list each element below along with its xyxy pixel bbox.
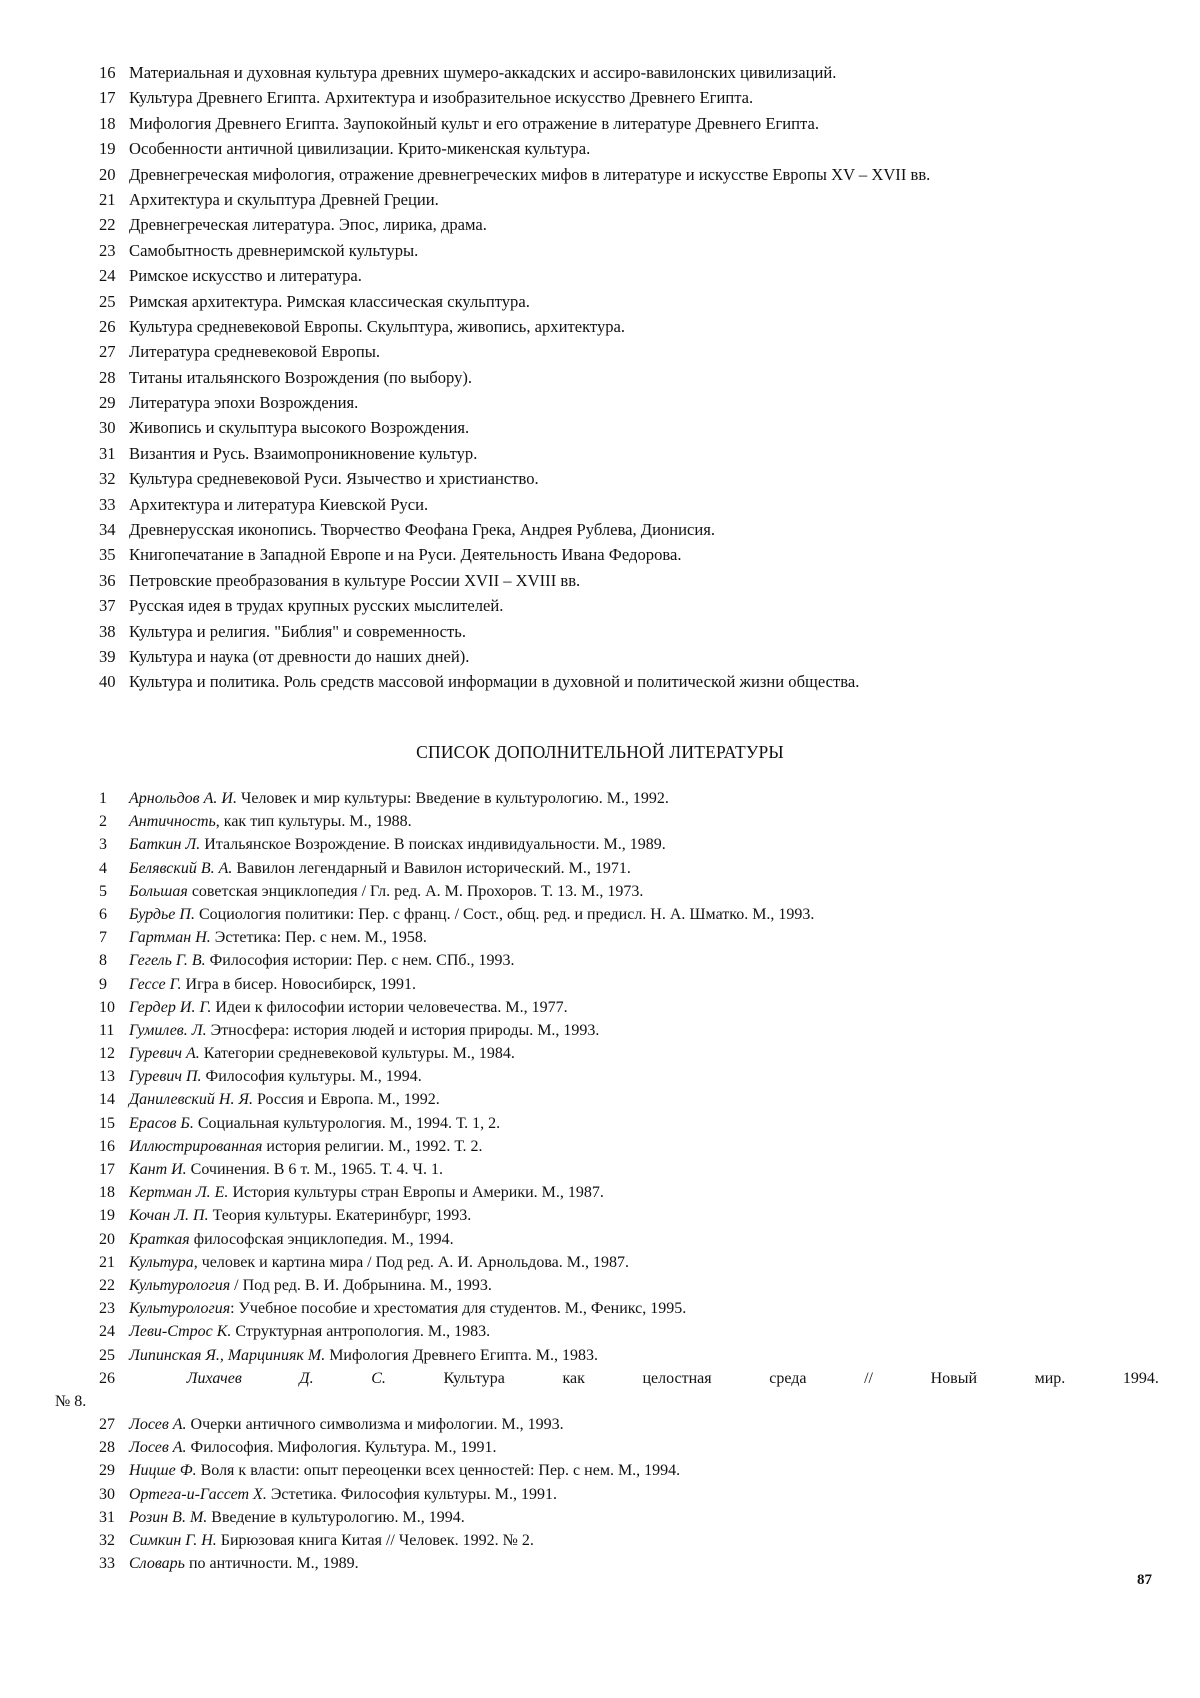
reference-author: Белявский В. А. [129, 859, 233, 877]
reference-number: 7 [99, 929, 107, 947]
topic-text: Русская идея в трудах крупных русских мыслителей. [129, 596, 504, 616]
topic-text: Древнегреческая мифология, отражение древнегреческих мифов в литературе и искусстве Европы XV – XVII вв. [129, 164, 931, 184]
topic-text: Особенности античной цивилизации. Крито-микенская культура. [129, 139, 591, 159]
reference-author: Гуревич А. [129, 1045, 200, 1063]
reference-number: 3 [99, 836, 107, 854]
reference-item [99, 1367, 1159, 1390]
reference-item [99, 1088, 1159, 1111]
reference-item [99, 1436, 1159, 1459]
reference-text-word: мир. [1034, 1369, 1066, 1387]
topic-item [99, 365, 1159, 390]
reference-number: 27 [99, 1416, 115, 1434]
topic-text: Живопись и скульптура высокого Возрождения. [129, 418, 470, 438]
reference-author: Баткин Л. [129, 836, 201, 854]
topic-text: Архитектура и литература Киевской Руси. [129, 494, 429, 514]
reference-text-word: как [562, 1369, 585, 1387]
topic-item [99, 111, 1159, 136]
reference-number: 16 [99, 1137, 115, 1155]
topic-number: 21 [99, 189, 116, 209]
reference-item [99, 1274, 1159, 1297]
topic-item [99, 289, 1159, 314]
topic-text: Культура и политика. Роль средств массовой информации в духовной и политической жизни общества. [129, 672, 860, 692]
reference-text: Социальная культурология. М., 1994. Т. 1, 2. [193, 1114, 501, 1132]
reference-item [99, 1320, 1159, 1343]
topic-text: Мифология Древнего Египта. Заупокойный культ и его отражение в литературе Древнего Египта. [129, 113, 820, 133]
topic-item [99, 212, 1159, 237]
reference-author: Гердер И. Г. [129, 998, 212, 1016]
reference-text-word: // [864, 1369, 873, 1387]
reference-text: Структурная антропология. М., 1983. [231, 1323, 491, 1341]
reference-number: 20 [99, 1230, 115, 1248]
reference-number: 26 [99, 1369, 115, 1387]
topic-text: Культура и религия. "Библия" и современность. [129, 621, 466, 641]
reference-number: 28 [99, 1439, 115, 1457]
reference-item [99, 880, 1159, 903]
topic-number: 37 [99, 596, 116, 616]
reference-text: советская энциклопедия / Гл. ред. А. М. Прохоров. Т. 13. М., 1973. [187, 882, 644, 900]
reference-item [99, 973, 1159, 996]
topic-number: 35 [99, 545, 116, 565]
reference-text: Сочинения. В 6 т. М., 1965. Т. 4. Ч. 1. [186, 1161, 443, 1178]
reference-item [99, 1251, 1159, 1274]
reference-text: Социология политики: Пер. с франц. / Сост., общ. ред. и предисл. Н. А. Шматко. М., 1993. [194, 905, 815, 923]
reference-item [99, 903, 1159, 926]
reference-author: Ницше Ф. [129, 1462, 197, 1480]
topic-text: Культура и наука (от древности до наших дней). [129, 646, 470, 666]
reference-number: 19 [99, 1207, 115, 1225]
reference-item [99, 1552, 1159, 1575]
reference-number: 11 [99, 1021, 115, 1039]
reference-author: Лосев А. [129, 1439, 187, 1457]
topic-text: Римская архитектура. Римская классическая скульптура. [129, 291, 530, 311]
reference-text: Вавилон легендарный и Вавилон исторический. М., 1971. [232, 859, 631, 877]
topic-item [99, 60, 1159, 85]
topic-text: Культура средневековой Европы. Скульптура, живопись, архитектура. [129, 316, 626, 336]
topic-item [99, 542, 1159, 567]
reference-number: 29 [99, 1462, 115, 1480]
reference-number: 30 [99, 1485, 115, 1503]
reference-number: 15 [99, 1114, 115, 1132]
reference-number: 23 [99, 1300, 115, 1318]
reference-number: 21 [99, 1253, 115, 1271]
reference-author: Гумилев. Л. [129, 1021, 207, 1039]
reference-text: Введение в культурологию. М., 1994. [207, 1508, 465, 1526]
topic-item [99, 644, 1159, 669]
topic-item [99, 593, 1159, 618]
reference-text: Философия истории: Пер. с нем. СПб., 1993. [205, 952, 515, 970]
topic-text: Самобытность древнеримской культуры. [129, 240, 419, 260]
reference-item [99, 1344, 1159, 1367]
reference-text-word: 1994. [1122, 1369, 1159, 1387]
topic-text: Культура средневековой Руси. Язычество и христианство. [129, 469, 539, 489]
reference-number: 13 [99, 1068, 115, 1086]
topics-list [99, 60, 1159, 695]
topic-text: Книгопечатание в Западной Европе и на Руси. Деятельность Ивана Федорова. [129, 545, 682, 565]
reference-author: Культурология [129, 1300, 231, 1318]
reference-text: философская энциклопедия. М., 1994. [189, 1230, 454, 1248]
topic-text: Титаны итальянского Возрождения (по выбору). [129, 367, 473, 387]
reference-text: Бирюзовая книга Китая // Человек. 1992. № 2. [216, 1532, 534, 1549]
reference-number: 10 [99, 998, 115, 1016]
topic-text: Древнегреческая литература. Эпос, лирика, драма. [129, 215, 487, 235]
reference-item [99, 996, 1159, 1019]
reference-text-word: Новый [930, 1369, 977, 1387]
reference-number: 1 [99, 790, 107, 807]
reference-author: Гессе Г. [129, 975, 182, 993]
reference-text: Очерки античного символизма и мифологии. М., 1993. [186, 1416, 564, 1434]
reference-item [99, 787, 1159, 810]
reference-item [99, 1297, 1159, 1320]
topic-item [99, 187, 1159, 212]
reference-number: 31 [99, 1508, 115, 1526]
reference-item [99, 1181, 1159, 1204]
topic-number: 27 [99, 342, 116, 362]
topic-item [99, 136, 1159, 161]
reference-text: : Учебное пособие и хрестоматия для студентов. М., Феникс, 1995. [230, 1300, 687, 1318]
reference-item [99, 1529, 1159, 1552]
topic-text: Литература эпохи Возрождения. [129, 393, 359, 413]
reference-number: 17 [99, 1161, 115, 1178]
reference-item [99, 1042, 1159, 1065]
reference-number: 18 [99, 1184, 115, 1202]
reference-item [99, 1459, 1159, 1482]
topic-number: 38 [99, 621, 116, 641]
reference-text: История культуры стран Европы и Америки. М., 1987. [228, 1184, 604, 1202]
reference-text: Категории средневековой культуры. М., 1984. [199, 1045, 515, 1063]
reference-item [99, 810, 1159, 833]
reference-author: Ерасов Б. [129, 1114, 194, 1132]
reference-author: Данилевский Н. Я. [129, 1091, 253, 1109]
page-number: 87 [1137, 1572, 1152, 1588]
reference-item [99, 857, 1159, 880]
reference-text: Теория культуры. Екатеринбург, 1993. [208, 1207, 472, 1225]
reference-text: Итальянское Возрождение. В поисках индивидуальности. М., 1989. [200, 836, 666, 854]
topic-item [99, 517, 1159, 542]
topic-number: 25 [99, 291, 116, 311]
topic-item [99, 162, 1159, 187]
reference-text: Эстетика: Пер. с нем. М., 1958. [210, 929, 427, 947]
reference-author-word: С. [371, 1369, 386, 1387]
reference-text: по античности. М., 1989. [184, 1555, 359, 1573]
topic-number: 30 [99, 418, 116, 438]
reference-item [99, 1158, 1159, 1181]
reference-author: Ортега-и-Гассет Х. [129, 1485, 267, 1503]
topic-number: 34 [99, 520, 116, 540]
reference-item [99, 926, 1159, 949]
reference-text: Человек и мир культуры: Введение в культурологию. М., 1992. [236, 790, 669, 807]
topic-number: 32 [99, 469, 116, 489]
reference-author: Кант И. [129, 1161, 187, 1178]
reference-author: Иллюстрированная [129, 1137, 263, 1155]
topic-item [99, 619, 1159, 644]
reference-number: 14 [99, 1091, 115, 1109]
reference-text-word: Культура [443, 1369, 505, 1387]
reference-author: Кертман Л. Е. [129, 1184, 229, 1202]
reference-author: Словарь [129, 1555, 185, 1573]
reference-number: 8 [99, 952, 107, 970]
topic-text: Петровские преобразования в культуре России XVII – XVIII вв. [129, 570, 581, 590]
topic-item [99, 568, 1159, 593]
reference-author: Арнольдов А. И. [129, 790, 237, 807]
reference-author: Гартман Н. [129, 929, 211, 947]
reference-number: 22 [99, 1276, 115, 1294]
reference-text: Этносфера: история людей и история природы. М., 1993. [206, 1021, 600, 1039]
reference-author: Гуревич П. [129, 1068, 202, 1086]
topic-number: 28 [99, 367, 116, 387]
reference-text: , человек и картина мира / Под ред. А. И. Арнольдова. М., 1987. [193, 1253, 629, 1271]
reference-number: 9 [99, 975, 107, 993]
topic-text: Архитектура и скульптура Древней Греции. [129, 189, 439, 209]
topic-text: Материальная и духовная культура древних шумеро-аккадских и ассиро-вавилонских цивилизаций. [129, 63, 837, 82]
topic-item [99, 263, 1159, 288]
reference-item [99, 1065, 1159, 1088]
reference-text: Философия культуры. М., 1994. [201, 1068, 422, 1086]
topic-number: 29 [99, 393, 116, 413]
references-list [55, 787, 1159, 1575]
reference-text-word: среда [769, 1369, 807, 1387]
reference-author: Липинская Я., Марцинияк М. [129, 1346, 326, 1364]
reference-number: 5 [99, 882, 107, 900]
topic-item [99, 339, 1159, 364]
topic-text: Культура Древнего Египта. Архитектура и изобразительное искусство Древнего Египта. [129, 88, 754, 108]
reference-author: Лосев А. [129, 1416, 187, 1434]
reference-number: 4 [99, 859, 107, 877]
topic-item [99, 415, 1159, 440]
reference-item [99, 1112, 1159, 1135]
topic-item [99, 390, 1159, 415]
reference-author-word: Лихачев [186, 1369, 242, 1387]
reference-text: Россия и Европа. М., 1992. [252, 1091, 440, 1109]
reference-text: Мифология Древнего Египта. М., 1983. [325, 1346, 598, 1364]
reference-author: Краткая [129, 1230, 190, 1248]
topic-text: Литература средневековой Европы. [129, 342, 381, 362]
reference-text: Игра в бисер. Новосибирск, 1991. [181, 975, 417, 993]
topic-number: 31 [99, 443, 116, 463]
reference-number: 25 [99, 1346, 115, 1364]
reference-author-word: Д. [299, 1369, 314, 1387]
reference-text: Идеи к философии истории человечества. М., 1977. [211, 998, 568, 1016]
topic-number: 18 [99, 113, 116, 133]
reference-item [99, 1135, 1159, 1158]
reference-number: 2 [99, 813, 107, 831]
reference-text: Эстетика. Философия культуры. М., 1991. [266, 1485, 558, 1503]
reference-author: Розин В. М. [129, 1508, 208, 1526]
reference-number: 33 [99, 1555, 115, 1573]
reference-number: 32 [99, 1532, 115, 1549]
topic-item [99, 466, 1159, 491]
reference-author: Античность [129, 813, 216, 831]
reference-item [99, 1413, 1159, 1436]
topic-number: 20 [99, 164, 116, 184]
reference-number: 6 [99, 905, 107, 923]
reference-continuation: № 8. [55, 1392, 87, 1410]
topic-number: 22 [99, 215, 116, 235]
topic-number: 16 [99, 63, 116, 82]
reference-author: Большая [129, 882, 188, 900]
reference-author: Леви-Строс К. [129, 1323, 232, 1341]
reference-item [99, 1228, 1159, 1251]
reference-item [99, 1019, 1159, 1042]
topic-number: 26 [99, 316, 116, 336]
reference-author: Кочан Л. П. [129, 1207, 209, 1225]
topic-number: 23 [99, 240, 116, 260]
topic-text: Древнерусская иконопись. Творчество Феофана Грека, Андрея Рублева, Дионисия. [129, 520, 716, 540]
reference-item [99, 1204, 1159, 1227]
topic-number: 39 [99, 646, 116, 666]
reference-author: Гегель Г. В. [129, 952, 206, 970]
reference-author: Бурдье П. [129, 905, 195, 923]
topic-number: 36 [99, 570, 116, 590]
topic-text: Римское искусство и литература. [129, 266, 362, 286]
topic-item [99, 238, 1159, 263]
reference-text: Философия. Мифология. Культура. М., 1991. [186, 1439, 497, 1457]
reference-author: Симкин Г. Н. [129, 1532, 217, 1549]
topic-item [99, 85, 1159, 110]
topic-text: Византия и Русь. Взаимопроникновение культур. [129, 443, 478, 463]
topic-number: 17 [99, 88, 116, 108]
reference-item [99, 1506, 1159, 1529]
reference-text: , как тип культуры. М., 1988. [215, 813, 412, 831]
topic-number: 19 [99, 139, 116, 159]
reference-text: история религии. М., 1992. Т. 2. [262, 1137, 483, 1155]
reference-text: / Под ред. В. И. Добрынина. М., 1993. [230, 1276, 492, 1294]
topic-item [99, 669, 1159, 694]
reference-item [99, 949, 1159, 972]
topic-number: 40 [99, 672, 116, 692]
reference-author: Культура [129, 1253, 194, 1271]
bibliography-heading: СПИСОК ДОПОЛНИТЕЛЬНОЙ ЛИТЕРАТУРЫ [416, 742, 784, 762]
topic-number: 24 [99, 266, 116, 286]
reference-number: 12 [99, 1045, 115, 1063]
reference-author: Культурология [129, 1276, 231, 1294]
topic-item [99, 441, 1159, 466]
reference-number: 24 [99, 1323, 115, 1341]
reference-text: Воля к власти: опыт переоценки всех ценностей: Пер. с нем. М., 1994. [196, 1462, 681, 1480]
reference-item [99, 1483, 1159, 1506]
topic-item [99, 314, 1159, 339]
topic-item [99, 492, 1159, 517]
reference-text-word: целостная [642, 1369, 712, 1387]
topic-number: 33 [99, 494, 116, 514]
reference-item [99, 833, 1159, 856]
